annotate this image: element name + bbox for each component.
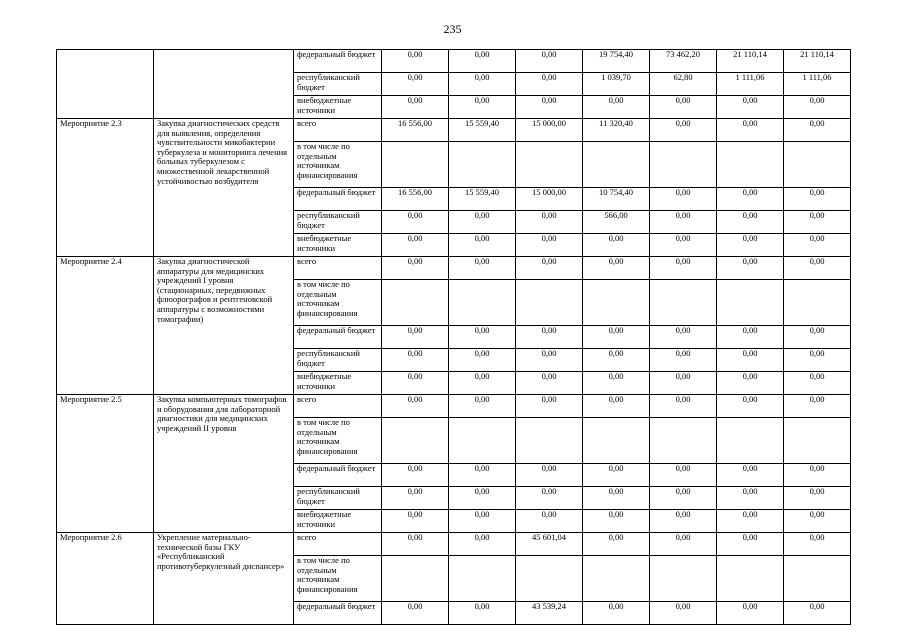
value-cell: 0,00 xyxy=(650,395,717,418)
value-cell: 0,00 xyxy=(784,533,851,556)
funding-source-cell: внебюджетные источники xyxy=(294,510,382,533)
value-cell: 0,00 xyxy=(516,211,583,234)
value-cell: 0,00 xyxy=(516,464,583,487)
value-cell xyxy=(650,142,717,188)
value-cell xyxy=(449,418,516,464)
value-cell: 19 754,40 xyxy=(583,50,650,73)
funding-source-cell: внебюджетные источники xyxy=(294,234,382,257)
value-cell: 62,80 xyxy=(650,73,717,96)
value-cell: 0,00 xyxy=(784,96,851,119)
value-cell: 0,00 xyxy=(650,602,717,625)
value-cell xyxy=(516,280,583,326)
value-cell: 15 000,00 xyxy=(516,119,583,142)
value-cell: 0,00 xyxy=(717,464,784,487)
value-cell: 0,00 xyxy=(516,326,583,349)
value-cell xyxy=(516,418,583,464)
value-cell: 0,00 xyxy=(650,533,717,556)
value-cell: 0,00 xyxy=(516,372,583,395)
value-cell: 0,00 xyxy=(650,510,717,533)
value-cell: 0,00 xyxy=(449,73,516,96)
value-cell: 0,00 xyxy=(583,349,650,372)
value-cell xyxy=(382,418,449,464)
funding-source-cell: в том числе по отдельным источникам финансирования xyxy=(294,418,382,464)
value-cell: 0,00 xyxy=(382,50,449,73)
value-cell: 0,00 xyxy=(516,487,583,510)
value-cell: 0,00 xyxy=(382,234,449,257)
value-cell: 15 000,00 xyxy=(516,188,583,211)
value-cell: 0,00 xyxy=(650,234,717,257)
funding-source-cell: федеральный бюджет xyxy=(294,602,382,625)
funding-source-cell: федеральный бюджет xyxy=(294,188,382,211)
value-cell xyxy=(784,418,851,464)
value-cell: 0,00 xyxy=(382,73,449,96)
value-cell: 0,00 xyxy=(784,257,851,280)
value-cell: 0,00 xyxy=(784,349,851,372)
value-cell xyxy=(717,556,784,602)
table-row xyxy=(57,395,851,418)
funding-source-cell: республиканский бюджет xyxy=(294,73,382,96)
value-cell: 0,00 xyxy=(583,602,650,625)
value-cell: 0,00 xyxy=(449,395,516,418)
value-cell: 0,00 xyxy=(717,234,784,257)
value-cell: 0,00 xyxy=(382,395,449,418)
event-name-cell: Укрепление материально-технической базы ГКУ «Республиканский противотуберкулезный диспансер» xyxy=(154,533,294,625)
funding-source-cell: федеральный бюджет xyxy=(294,50,382,73)
funding-source-cell: республиканский бюджет xyxy=(294,349,382,372)
value-cell: 43 539,24 xyxy=(516,602,583,625)
value-cell: 0,00 xyxy=(516,73,583,96)
value-cell: 0,00 xyxy=(583,234,650,257)
value-cell xyxy=(650,418,717,464)
value-cell xyxy=(449,280,516,326)
value-cell xyxy=(382,280,449,326)
funding-source-cell: республиканский бюджет xyxy=(294,487,382,510)
value-cell: 45 601,04 xyxy=(516,533,583,556)
value-cell: 0,00 xyxy=(382,464,449,487)
value-cell: 0,00 xyxy=(650,326,717,349)
value-cell xyxy=(717,280,784,326)
funding-source-cell: всего xyxy=(294,257,382,280)
value-cell: 0,00 xyxy=(382,326,449,349)
value-cell: 0,00 xyxy=(583,487,650,510)
page-number: 235 xyxy=(443,22,462,36)
value-cell: 0,00 xyxy=(449,533,516,556)
funding-source-cell: в том числе по отдельным источникам финансирования xyxy=(294,142,382,188)
event-cell: Мероприятие 2.4 xyxy=(57,257,154,395)
value-cell: 0,00 xyxy=(449,257,516,280)
value-cell xyxy=(449,142,516,188)
value-cell: 0,00 xyxy=(717,395,784,418)
value-cell: 0,00 xyxy=(717,372,784,395)
value-cell xyxy=(717,142,784,188)
value-cell: 0,00 xyxy=(583,464,650,487)
value-cell: 0,00 xyxy=(583,510,650,533)
value-cell xyxy=(717,418,784,464)
value-cell: 0,00 xyxy=(717,349,784,372)
value-cell: 0,00 xyxy=(717,119,784,142)
value-cell: 0,00 xyxy=(650,119,717,142)
funding-source-cell: всего xyxy=(294,395,382,418)
value-cell: 0,00 xyxy=(449,96,516,119)
value-cell: 0,00 xyxy=(650,211,717,234)
value-cell: 0,00 xyxy=(382,349,449,372)
value-cell xyxy=(583,556,650,602)
event-cell xyxy=(57,50,154,119)
value-cell: 0,00 xyxy=(516,395,583,418)
table-row xyxy=(57,119,851,142)
value-cell: 0,00 xyxy=(717,602,784,625)
value-cell: 0,00 xyxy=(449,602,516,625)
value-cell: 0,00 xyxy=(717,188,784,211)
value-cell xyxy=(583,280,650,326)
funding-source-cell: внебюджетные источники xyxy=(294,372,382,395)
value-cell: 0,00 xyxy=(449,234,516,257)
table-row xyxy=(57,533,851,556)
value-cell: 0,00 xyxy=(449,349,516,372)
value-cell: 0,00 xyxy=(650,372,717,395)
value-cell: 0,00 xyxy=(382,510,449,533)
value-cell: 0,00 xyxy=(717,510,784,533)
value-cell: 0,00 xyxy=(516,257,583,280)
funding-source-cell: федеральный бюджет xyxy=(294,326,382,349)
value-cell: 0,00 xyxy=(382,211,449,234)
value-cell: 0,00 xyxy=(784,510,851,533)
value-cell: 0,00 xyxy=(516,510,583,533)
value-cell: 0,00 xyxy=(784,326,851,349)
value-cell: 0,00 xyxy=(650,464,717,487)
value-cell: 16 556,00 xyxy=(382,119,449,142)
funding-source-cell: всего xyxy=(294,533,382,556)
value-cell: 0,00 xyxy=(382,96,449,119)
funding-source-cell: в том числе по отдельным источникам финансирования xyxy=(294,556,382,602)
value-cell: 11 320,40 xyxy=(583,119,650,142)
value-cell: 1 039,70 xyxy=(583,73,650,96)
value-cell: 0,00 xyxy=(382,372,449,395)
value-cell: 566,00 xyxy=(583,211,650,234)
funding-source-cell: федеральный бюджет xyxy=(294,464,382,487)
value-cell xyxy=(583,418,650,464)
value-cell: 0,00 xyxy=(650,349,717,372)
value-cell: 0,00 xyxy=(650,257,717,280)
value-cell: 0,00 xyxy=(516,50,583,73)
value-cell: 0,00 xyxy=(583,257,650,280)
value-cell: 0,00 xyxy=(717,257,784,280)
value-cell xyxy=(382,556,449,602)
table-row xyxy=(57,257,851,280)
event-cell: Мероприятие 2.6 xyxy=(57,533,154,625)
value-cell: 0,00 xyxy=(449,50,516,73)
funding-source-cell: внебюджетные источники xyxy=(294,96,382,119)
value-cell: 0,00 xyxy=(583,533,650,556)
value-cell xyxy=(382,142,449,188)
value-cell: 0,00 xyxy=(784,372,851,395)
funding-source-cell: всего xyxy=(294,119,382,142)
value-cell: 0,00 xyxy=(784,188,851,211)
table-row xyxy=(57,50,851,73)
value-cell: 0,00 xyxy=(583,372,650,395)
funding-source-cell: в том числе по отдельным источникам финансирования xyxy=(294,280,382,326)
value-cell xyxy=(650,280,717,326)
value-cell: 0,00 xyxy=(650,487,717,510)
value-cell xyxy=(650,556,717,602)
value-cell: 0,00 xyxy=(784,395,851,418)
value-cell: 0,00 xyxy=(650,188,717,211)
value-cell: 0,00 xyxy=(784,234,851,257)
value-cell: 0,00 xyxy=(717,487,784,510)
value-cell xyxy=(449,556,516,602)
value-cell: 0,00 xyxy=(717,326,784,349)
value-cell: 0,00 xyxy=(449,372,516,395)
value-cell: 21 110,14 xyxy=(784,50,851,73)
value-cell: 0,00 xyxy=(516,96,583,119)
value-cell: 16 556,00 xyxy=(382,188,449,211)
value-cell: 15 559,40 xyxy=(449,188,516,211)
value-cell: 0,00 xyxy=(784,119,851,142)
value-cell xyxy=(583,142,650,188)
value-cell: 0,00 xyxy=(382,533,449,556)
value-cell: 0,00 xyxy=(583,395,650,418)
value-cell: 0,00 xyxy=(516,234,583,257)
value-cell: 0,00 xyxy=(717,211,784,234)
value-cell: 0,00 xyxy=(717,96,784,119)
value-cell: 21 110,14 xyxy=(717,50,784,73)
event-name-cell: Закупка компьютерных томографов и оборудования для лабораторной диагностики для медицинских учреждений II уровня xyxy=(154,395,294,533)
value-cell: 0,00 xyxy=(449,326,516,349)
value-cell: 0,00 xyxy=(449,464,516,487)
value-cell: 0,00 xyxy=(449,487,516,510)
event-name-cell: Закупка диагностической аппаратуры для медицинских учреждений I уровня (стационарных, передвижных флюорографов и рентгеновской аппаратуры с возможностями томографии) xyxy=(154,257,294,395)
value-cell: 10 754,40 xyxy=(583,188,650,211)
funding-source-cell: республиканский бюджет xyxy=(294,211,382,234)
value-cell: 0,00 xyxy=(784,464,851,487)
event-name-cell xyxy=(154,50,294,119)
value-cell: 0,00 xyxy=(784,211,851,234)
value-cell: 1 111,06 xyxy=(717,73,784,96)
value-cell: 0,00 xyxy=(382,602,449,625)
value-cell xyxy=(516,142,583,188)
value-cell: 0,00 xyxy=(784,602,851,625)
value-cell: 0,00 xyxy=(583,96,650,119)
event-name-cell: Закупка диагностических средств для выявления, определения чувствительности микобактерии туберкулеза и мониторинга лечения больных туберкулезом с множественной лекарственной устойчивостью возбудителя xyxy=(154,119,294,257)
event-cell: Мероприятие 2.5 xyxy=(57,395,154,533)
value-cell: 0,00 xyxy=(583,326,650,349)
value-cell xyxy=(784,556,851,602)
value-cell: 0,00 xyxy=(449,510,516,533)
value-cell: 0,00 xyxy=(382,257,449,280)
value-cell: 15 559,40 xyxy=(449,119,516,142)
value-cell xyxy=(784,142,851,188)
value-cell: 73 462,20 xyxy=(650,50,717,73)
value-cell: 0,00 xyxy=(784,487,851,510)
value-cell xyxy=(784,280,851,326)
value-cell: 0,00 xyxy=(449,211,516,234)
value-cell: 0,00 xyxy=(516,349,583,372)
value-cell: 1 111,06 xyxy=(784,73,851,96)
value-cell: 0,00 xyxy=(650,96,717,119)
value-cell: 0,00 xyxy=(717,533,784,556)
value-cell: 0,00 xyxy=(382,487,449,510)
value-cell xyxy=(516,556,583,602)
budget-table xyxy=(56,49,851,625)
event-cell: Мероприятие 2.3 xyxy=(57,119,154,257)
